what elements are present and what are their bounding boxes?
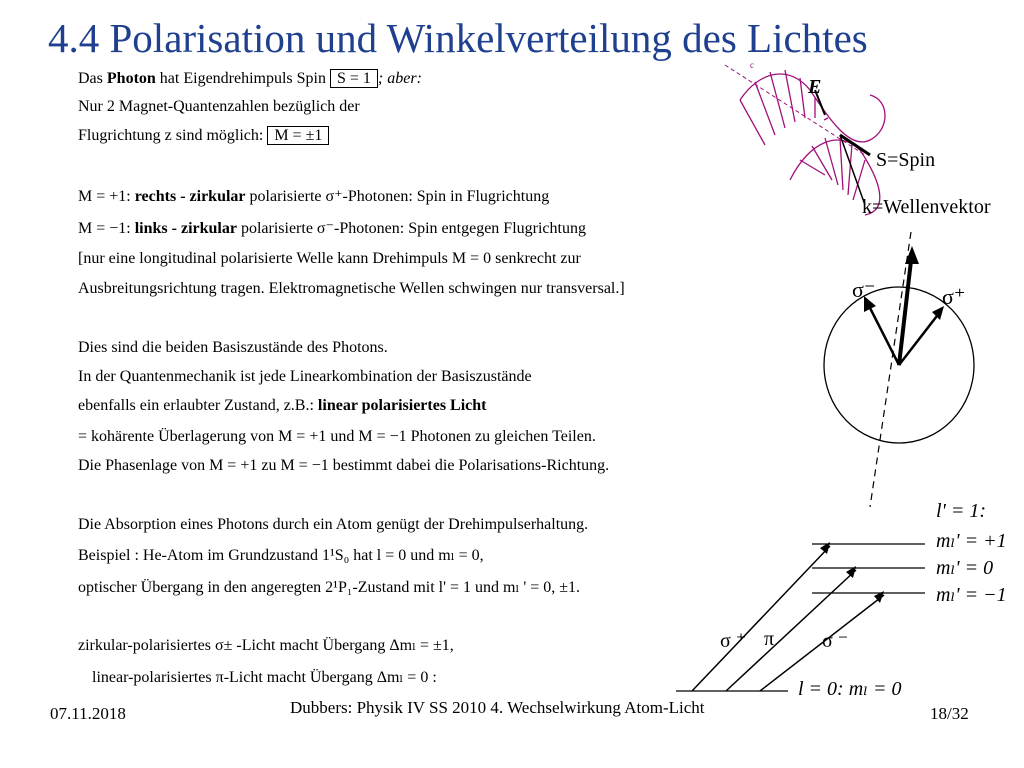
text-line-photon-spin [78, 70, 422, 88]
quantization-axis [870, 232, 911, 507]
text-line: = kohärente Überlagerung von M = +1 und M = −1 Photonen zu gleichen Teilen. [78, 428, 596, 445]
footer-title: Dubbers: Physik IV SS 2010 4. Wechselwirkung Atom-Licht [290, 698, 705, 717]
upper-level-header: l' = 1: [936, 500, 986, 522]
sigma-plus-transition [692, 546, 830, 691]
text-fragment: Das [78, 70, 107, 87]
text-line-flight-direction [78, 127, 329, 145]
text-line: Ausbreitungsrichtung tragen. Elektromagnetische Wellen schwingen nur transversal.] [78, 280, 625, 297]
text-line: Die Phasenlage von M = +1 zu M = −1 bestimmt dabei die Polarisations-Richtung. [78, 457, 610, 474]
transition-label-sigma-minus: σ ⁻ [822, 630, 849, 652]
c-label: c [750, 60, 754, 70]
vector-figure [820, 232, 990, 512]
boxed-formula: S = 1 [330, 69, 378, 88]
text-line: Dies sind die beiden Basiszustände des Photons. [78, 339, 388, 356]
slide-title: 4.4 Polarisation und Winkelverteilung des Lichtes [48, 15, 868, 61]
transition-label-pi: π [764, 628, 775, 650]
boxed-formula: M = ±1 [267, 126, 329, 145]
wavevector-label: k=Wellenvektor [862, 196, 991, 218]
text-fragment: Flugrichtung z sind möglich: [78, 127, 268, 144]
total-vector-head [905, 246, 919, 264]
text-bold: links - zirkular [134, 220, 237, 237]
text-line: [nur eine longitudinal polarisierte Welle kann Drehimpuls M = 0 senkrecht zur [78, 250, 581, 267]
text-line-example [78, 547, 484, 565]
spin-label: S=Spin [876, 149, 936, 171]
level-label-plus1: mₗ' = +1 [936, 530, 1007, 552]
text-line-right-circular [78, 188, 549, 206]
text-line: zirkular-polarisiertes σ± -Licht macht Übergang Δmₗ = ±1, [78, 637, 454, 654]
text-fragment: M = −1: [78, 220, 135, 237]
text-fragment: ebenfalls ein erlaubter Zustand, z.B.: [78, 397, 318, 414]
transition-label-sigma-plus: σ ⁺ [720, 630, 747, 652]
text-line: Die Absorption eines Photons durch ein Atom genügt der Drehimpulserhaltung. [78, 516, 589, 533]
footer-page-number: 18/32 [930, 704, 969, 723]
text-line: linear-polarisiertes π-Licht macht Übergang Δmₗ = 0 : [92, 669, 437, 686]
text-fragment: polarisierte σ⁻-Photonen: Spin entgegen Flugrichtung [236, 220, 586, 237]
text-bold: Photon [106, 70, 156, 87]
sigma-minus-vector [868, 304, 899, 365]
sigma-plus-label: σ⁺ [942, 284, 966, 309]
ground-level-label: l = 0: mₗ = 0 [798, 678, 902, 700]
spin-arrow [840, 135, 870, 155]
text-fragment: M = +1: [78, 188, 135, 205]
footer-date: 07.11.2018 [50, 704, 126, 723]
text-line-linear-polarized [78, 397, 487, 415]
e-label: E [808, 76, 822, 98]
text-bold: linear polarisiertes Licht [317, 397, 487, 414]
sigma-minus-label: σ⁻ [852, 277, 876, 302]
text-fragment: hat Eigendrehimpuls Spin [155, 70, 330, 87]
level-figure [670, 520, 940, 700]
level-label-minus1: mₗ' = −1 [936, 584, 1007, 606]
level-label-0: mₗ' = 0 [936, 557, 994, 579]
text-italic: ; aber: [377, 70, 422, 87]
text-bold: rechts - zirkular [134, 188, 246, 205]
text-line: optischer Übergang in den angeregten 2¹P₁-Zustand mit l' = 1 und mₗ ' = 0, ±1. [78, 579, 581, 596]
text-line: Nur 2 Magnet-Quantenzahlen bezüglich der [78, 98, 360, 115]
text-fragment: Beispiel : He-Atom im Grundzustand 1¹S₀ hat l = 0 und mₗ = 0, [78, 547, 484, 564]
text-fragment: polarisierte σ⁺-Photonen: Spin in Flugrichtung [245, 188, 550, 205]
text-line: In der Quantenmechanik ist jede Linearkombination der Basiszustände [78, 368, 532, 385]
text-line-left-circular [78, 220, 586, 238]
